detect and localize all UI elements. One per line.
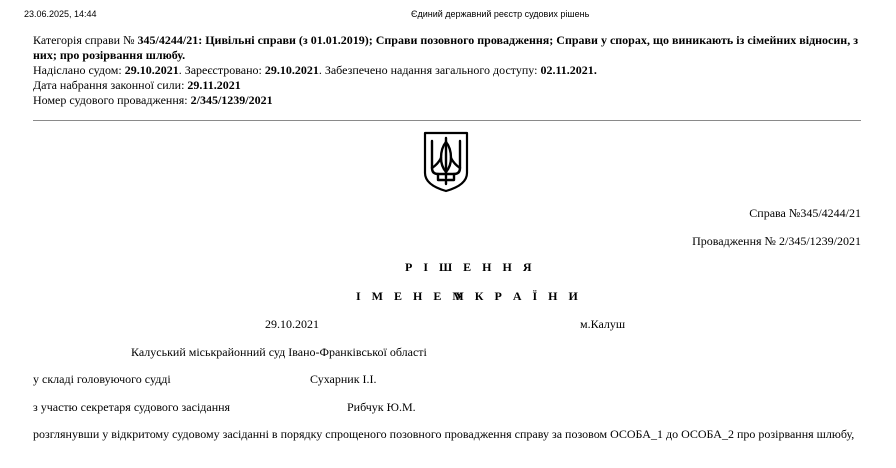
category-value: 345/4244/21: Цивільні справи (з 01.01.2019); Справи позовного провадження; Справи у спорах, що виникають із сімейних відносин, з них; про розірвання шлюбу. [33,33,859,62]
decision-paragraph: розглянувши у відкритому судовому засіданні в порядку спрощеного позовного провадження справу за позовом ОСОБА_1 до ОСОБА_2 про розірвання шлюбу, [33,427,855,441]
decision-title: Р І Ш Е Н Н Я [405,260,536,274]
ukraine-trident-icon [420,128,472,194]
secretary-name: Рибчук Ю.М. [347,400,416,414]
secretary-label: з участю секретаря судового засідання [33,400,231,414]
divider [33,120,861,121]
decision-city: м.Калуш [580,317,626,331]
court-name: Калуський міськрайонний суд Івано-Франківської області [131,345,427,359]
legal-force-date: 29.11.2021 [187,78,241,92]
decision-subtitle-2: У К Р А Ї Н И [455,289,582,303]
dates-line: Надіслано судом: 29.10.2021. Зареєстровано: 29.10.2021. Забезпечено надання загального доступу: 02.11.2021. [33,63,597,77]
proceeding-line: Номер судового провадження: 2/345/1239/2021 [33,93,273,107]
case-number: Справа №345/4244/21 [749,206,861,220]
registered-date: 29.10.2021 [264,63,319,77]
sent-date: 29.10.2021 [124,63,179,77]
legal-force-line: Дата набрання законної сили: 29.11.2021 [33,78,241,92]
access-date: 02.11.2021 [540,63,594,77]
print-date: 23.06.2025, 14:44 [24,9,97,19]
judge-name: Сухарник І.І. [310,372,377,386]
category-line: Категорія справи № 345/4244/21: Цивільні справи (з 01.01.2019); Справи позовного провадження; Справи у спорах, що виникають із сімейних відносин, з них; про розірвання шлюбу. [33,33,859,62]
proceeding-number: 2/345/1239/2021 [190,93,273,107]
registry-title: Єдиний державний реєстр судових рішень [411,9,590,19]
proceeding-number-right: Провадження № 2/345/1239/2021 [692,234,861,248]
case-metadata [33,33,863,108]
judge-label: у складі головуючого судді [33,372,171,386]
decision-subtitle-1: І М Е Н Е М [356,289,468,303]
decision-date: 29.10.2021 [265,317,319,331]
